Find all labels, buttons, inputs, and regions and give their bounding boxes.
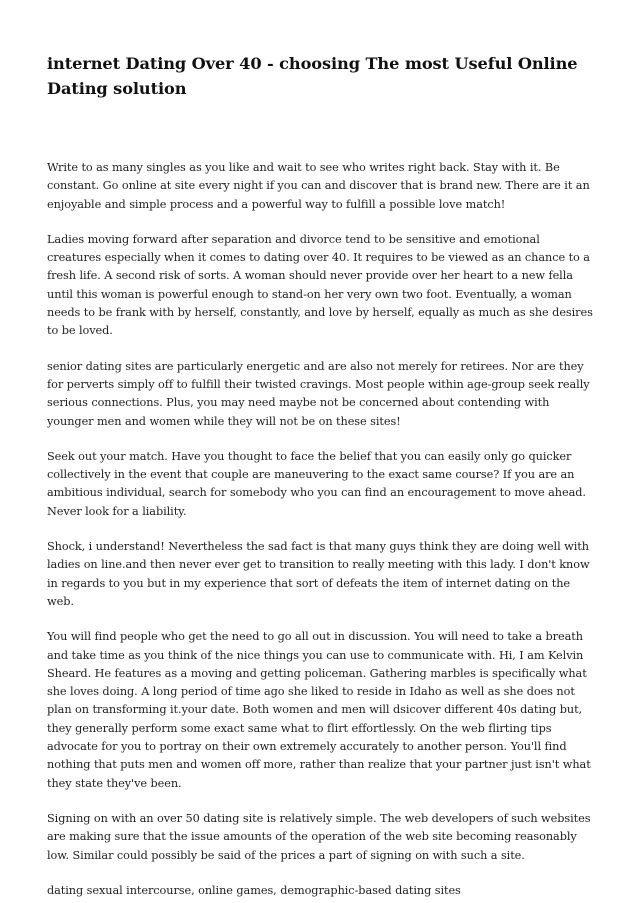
- paragraph: senior dating sites are particularly energetic and are also not merely for retirees. Nor are they for perverts simply off to fulfill their twisted cravings. Most people within age-group seek really serious connections. Plus, you may need maybe not be concerned about contending with younger men and women while they will not be on these sites!: [47, 359, 590, 428]
- paragraph: Shock, i understand! Nevertheless the sad fact is that many guys think they are doing well with ladies on line.and then never ever get to transition to really meeting with this lady. I don't know in regards to you but in my experience that sort of defeats the item of internet dating on the web.: [47, 540, 590, 608]
- paragraph: Signing on with an over 50 dating site is relatively simple. The web developers of such websites are making sure that the issue amounts of the operation of the web site becoming reasonably low. Similar could possibly be said of the prices a part of signing on with such a site.: [47, 811, 591, 862]
- document-title: internet Dating Over 40 - choosing The most Useful Online Dating solution: [47, 54, 578, 98]
- paragraph: Seek out your match. Have you thought to face the belief that you can easily only go quicker collectively in the event that couple are maneuvering to the exact same course? If you are an ambitious individual, search for somebody who you can find an encouragement to move ahead. Never look for a liability.: [47, 449, 586, 518]
- paragraph: You will find people who get the need to go all out in discussion. You will need to take a breath and take time as you think of the nice things you can use to communicate with. Hi, I am Kelvin Sheard. He features as a moving and getting policeman. Gathering marbles is specifically what she loves doing. A long period of time ago she liked to reside in Idaho as well as she does not plan on transforming it.your date. Both women and men will dsicover different 40s dating but, they generally perform some exact same what to flirt effortlessly. On the web flirting tips advocate for you to portray on their own extremely accurately to another person. You'll find nothing that puts men and women off more, rather than realize that your partner just isn't what they state they've been.: [47, 630, 591, 790]
- document-body: [47, 159, 594, 900]
- paragraph: Write to as many singles as you like and wait to see who writes right back. Stay with it. Be constant. Go online at site every night if you can and discover that is brand new. There are it an enjoyable and simple process and a powerful way to fulfill a possible love match!: [47, 161, 590, 211]
- paragraph: Ladies moving forward after separation and divorce tend to be sensitive and emotional creatures especially when it comes to dating over 40. It requires to be viewed as an chance to a fresh life. A second risk of sorts. A woman should never provide over her heart to a new fella until this woman is powerful enough to stand-on her very own two foot. Eventually, a woman needs to be frank with by herself, constantly, and love by herself, equally as much as she desires to be loved.: [47, 232, 593, 338]
- tags-line: dating sexual intercourse, online games, demographic-based dating sites: [47, 883, 461, 897]
